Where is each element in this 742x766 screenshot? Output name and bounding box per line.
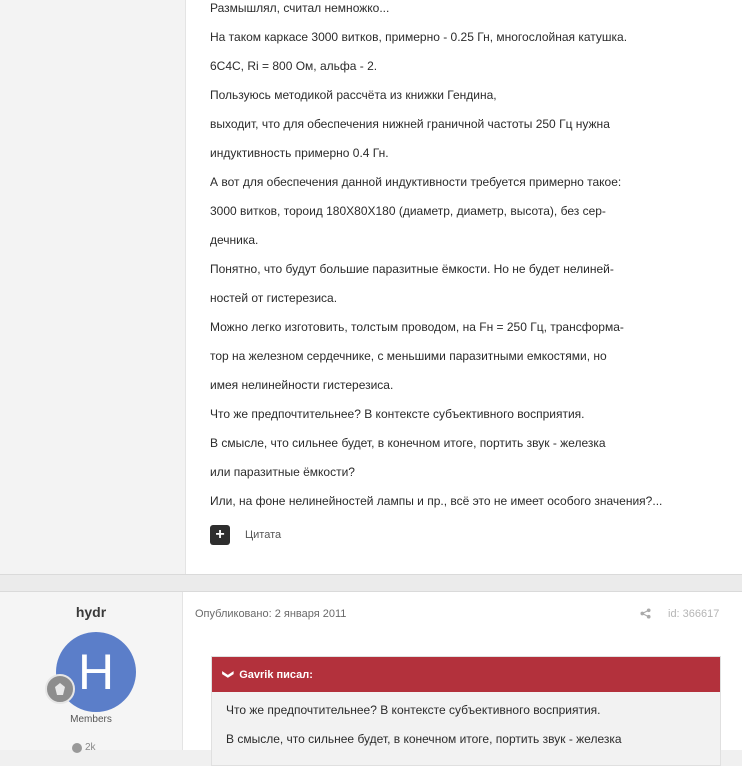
post-text-line: тор на железном сердечнике, с меньшими паразитными емкостями, но: [210, 349, 607, 363]
quote-header[interactable]: [212, 657, 720, 692]
post-text-line: имея нелинейности гистерезиса.: [210, 378, 394, 392]
post-text-line: А вот для обеспечения данной индуктивности требуется примерно такое:: [210, 175, 622, 189]
post-text-line: 3000 витков, тороид 180Х80Х180 (диаметр, диаметр, высота), без сер-: [210, 204, 606, 218]
reputation-count: 2k: [85, 742, 96, 753]
post-text-line: дечника.: [210, 233, 259, 247]
multiquote-plus-button[interactable]: [210, 525, 230, 545]
post-1-body: [185, 0, 742, 574]
post-2: [0, 592, 742, 753]
post-2-body: [182, 592, 742, 750]
chevron-down-icon: ❯: [222, 669, 235, 680]
post-id: id: 366617: [668, 608, 720, 620]
quote-text-line: Что же предпочтительнее? В контексте субъективного восприятия.: [226, 703, 601, 717]
post-1-text: [210, 0, 662, 522]
quote-author: Gavrik писал:: [239, 668, 313, 681]
post-text-line: или паразитные ёмкости?: [210, 465, 355, 479]
reputation-icon: [72, 743, 82, 753]
quote-button[interactable]: Цитата: [245, 529, 282, 541]
post-text-line: Размышлял, считал немножко...: [210, 1, 390, 15]
reputation-badge: [72, 742, 96, 753]
post-1-controls: [210, 525, 281, 545]
post-text-line: Понятно, что будут большие паразитные ёмкости. Но не будет нелиней-: [210, 262, 614, 276]
post-text-line: выходит, что для обеспечения нижней граничной частоты 250 Гц нужна: [210, 117, 610, 131]
post-text-line: Можно легко изготовить, толстым проводом, на Fн = 250 Гц, трансформа-: [210, 320, 624, 334]
post-text-line: Что же предпочтительнее? В контексте субъективного восприятия.: [210, 407, 585, 421]
author-username[interactable]: hydr: [75, 604, 107, 620]
post-text-line: индуктивность примерно 0.4 Гн.: [210, 146, 389, 160]
post-text-line: На таком каркасе 3000 витков, примерно - 0.25 Гн, многослойная катушка.: [210, 30, 628, 44]
post-date[interactable]: Опубликовано: 2 января 2011: [195, 608, 347, 620]
post-text-line: В смысле, что сильнее будет, в конечном итоге, портить звук - железка: [210, 436, 606, 450]
post-text-line: 6С4С, Ri = 800 Ом, альфа - 2.: [210, 59, 378, 73]
post-separator: [0, 574, 742, 592]
author-group: Members: [70, 714, 112, 725]
post-2-author-sidebar: [0, 592, 182, 753]
post-text-line: Или, на фоне нелинейностей лампы и пр., всё это не имеет особого значения?...: [210, 494, 663, 508]
post-text-line: ностей от гистерезиса.: [210, 291, 338, 305]
rank-badge-icon: [45, 674, 75, 704]
quote-text-line: В смысле, что сильнее будет, в конечном итоге, портить звук - железка: [226, 732, 622, 746]
avatar[interactable]: H: [56, 632, 136, 712]
post-text-line: Пользуюсь методикой рассчёта из книжки Гендина,: [210, 88, 497, 102]
share-icon[interactable]: [640, 608, 651, 622]
plus-icon: +: [215, 526, 225, 543]
post-1-author-sidebar: [0, 0, 185, 574]
